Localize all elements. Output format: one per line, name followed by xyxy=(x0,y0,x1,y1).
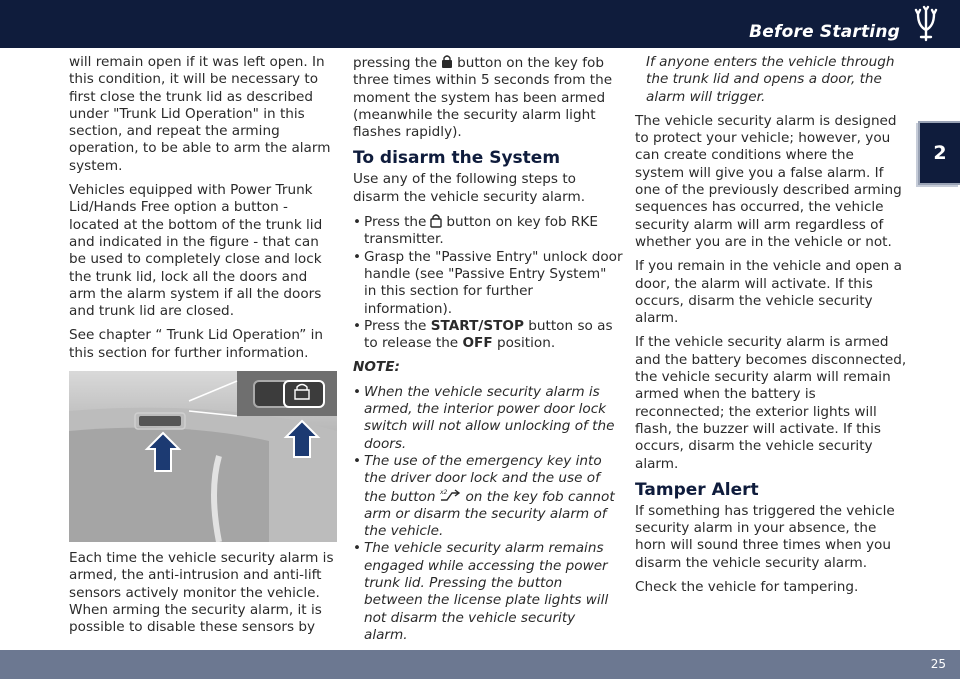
chapter-number: 2 xyxy=(933,142,947,164)
text-run: Press the xyxy=(364,317,427,334)
paragraph: The vehicle security alarm is designed to protect your vehicle; however, you can create conditions where the system will give you a false alarm. If one of the previously described arming sequences has occurred, the vehicle security alarm will arm regardless of whether you are in the vehicle or not. xyxy=(635,112,902,250)
paragraph xyxy=(353,54,623,141)
paragraph: See chapter “ Trunk Lid Operation” in this section for further information. xyxy=(69,327,323,361)
paragraph: If the vehicle security alarm is armed and the battery becomes disconnected, the vehicle security alarm will remain armed when the battery is reconnected; the exterior lights will flash, the buzzer will activate. If this occurs, disarm the vehicle security alarm. xyxy=(635,334,907,472)
paragraph: will remain open if it was left open. In this condition, it will be necessary to first close the trunk lid as described under "Trunk Lid Operation" in this section, and repeat the arming operation, to be able to arm the alarm system. xyxy=(69,54,331,174)
section-heading: To disarm the System xyxy=(353,148,561,169)
list-item: • The vehicle security alarm remains engaged while accessing the power trunk lid. Pressing the button between the license plate lights will not disarm the vehicle security alarm. xyxy=(353,540,623,644)
column-1 xyxy=(69,54,337,644)
text-run: position. xyxy=(496,335,556,352)
text-run: The use of the emergency key into the driver door lock and the use of the button xyxy=(364,452,602,505)
note-label: NOTE: xyxy=(353,359,400,376)
paragraph: Use any of the following steps to disarm the vehicle security alarm. xyxy=(353,171,586,205)
paragraph: If you remain in the vehicle and open a door, the alarm will activate. If this occurs, disarm the vehicle security alarm. xyxy=(635,258,902,327)
off-label: OFF xyxy=(462,335,493,352)
start-stop-label: START/STOP xyxy=(430,317,524,334)
list-item xyxy=(353,318,623,353)
disarm-steps-list xyxy=(353,213,623,352)
page-number: 25 xyxy=(930,657,946,671)
text-run: button on key fob RKE transmitter. xyxy=(364,214,598,248)
text-run: pressing the xyxy=(353,55,438,71)
list-item: • Grasp the "Passive Entry" unlock door handle (see "Passive Entry System" in this section for further information). xyxy=(353,249,623,318)
list-item xyxy=(353,453,623,540)
list-item: • When the vehicle security alarm is armed, the interior power door lock switch will not allow unlocking of the doors. xyxy=(353,384,623,453)
page-footer xyxy=(0,650,960,679)
lock-icon xyxy=(430,213,442,228)
note-list xyxy=(353,384,623,644)
section-title: Before Starting xyxy=(749,22,900,42)
chapter-tab xyxy=(918,121,960,185)
paragraph: Check the vehicle for tampering. xyxy=(635,579,859,596)
text-run: button so as to release the xyxy=(364,317,613,352)
paragraph: If anyone enters the vehicle through the trunk lid and opens a door, the alarm will trigger. xyxy=(646,54,895,105)
paragraph: If something has triggered the vehicle security alarm in your absence, the horn will sound three times when you disarm the vehicle security alarm. xyxy=(635,502,895,571)
trunk-button-figure xyxy=(69,371,337,542)
lock-icon xyxy=(441,54,453,69)
section-heading: Tamper Alert xyxy=(635,479,759,500)
list-item xyxy=(353,213,623,249)
text-run: Press the xyxy=(364,214,427,231)
page-header xyxy=(0,0,960,48)
column-2 xyxy=(353,54,623,651)
paragraph: Each time the vehicle security alarm is armed, the anti-intrusion and anti-lift sensors actively monitor the vehicle. When arming the security alarm, it is possible to disable these sensors by xyxy=(69,550,334,636)
paragraph: Vehicles equipped with Power Trunk Lid/Hands Free option a button - located at the bottom of the trunk lid and indicated in the figure - that can be used to completely close and lock the trunk lid, lock all the doors and arm the alarm system if all the doors and trunk lid are closed. xyxy=(69,182,323,320)
trunk-release-icon xyxy=(439,488,461,503)
text-run: button on the key fob three times within 5 seconds from the moment the system has been armed (meanwhile the security alarm light flashes rapidly). xyxy=(353,55,613,141)
svg-text:x2: x2 xyxy=(440,488,448,496)
column-3 xyxy=(635,54,907,603)
trident-logo-icon xyxy=(906,4,946,44)
text-run: on the key fob cannot arm or disarm the security alarm of the vehicle. xyxy=(364,488,615,540)
